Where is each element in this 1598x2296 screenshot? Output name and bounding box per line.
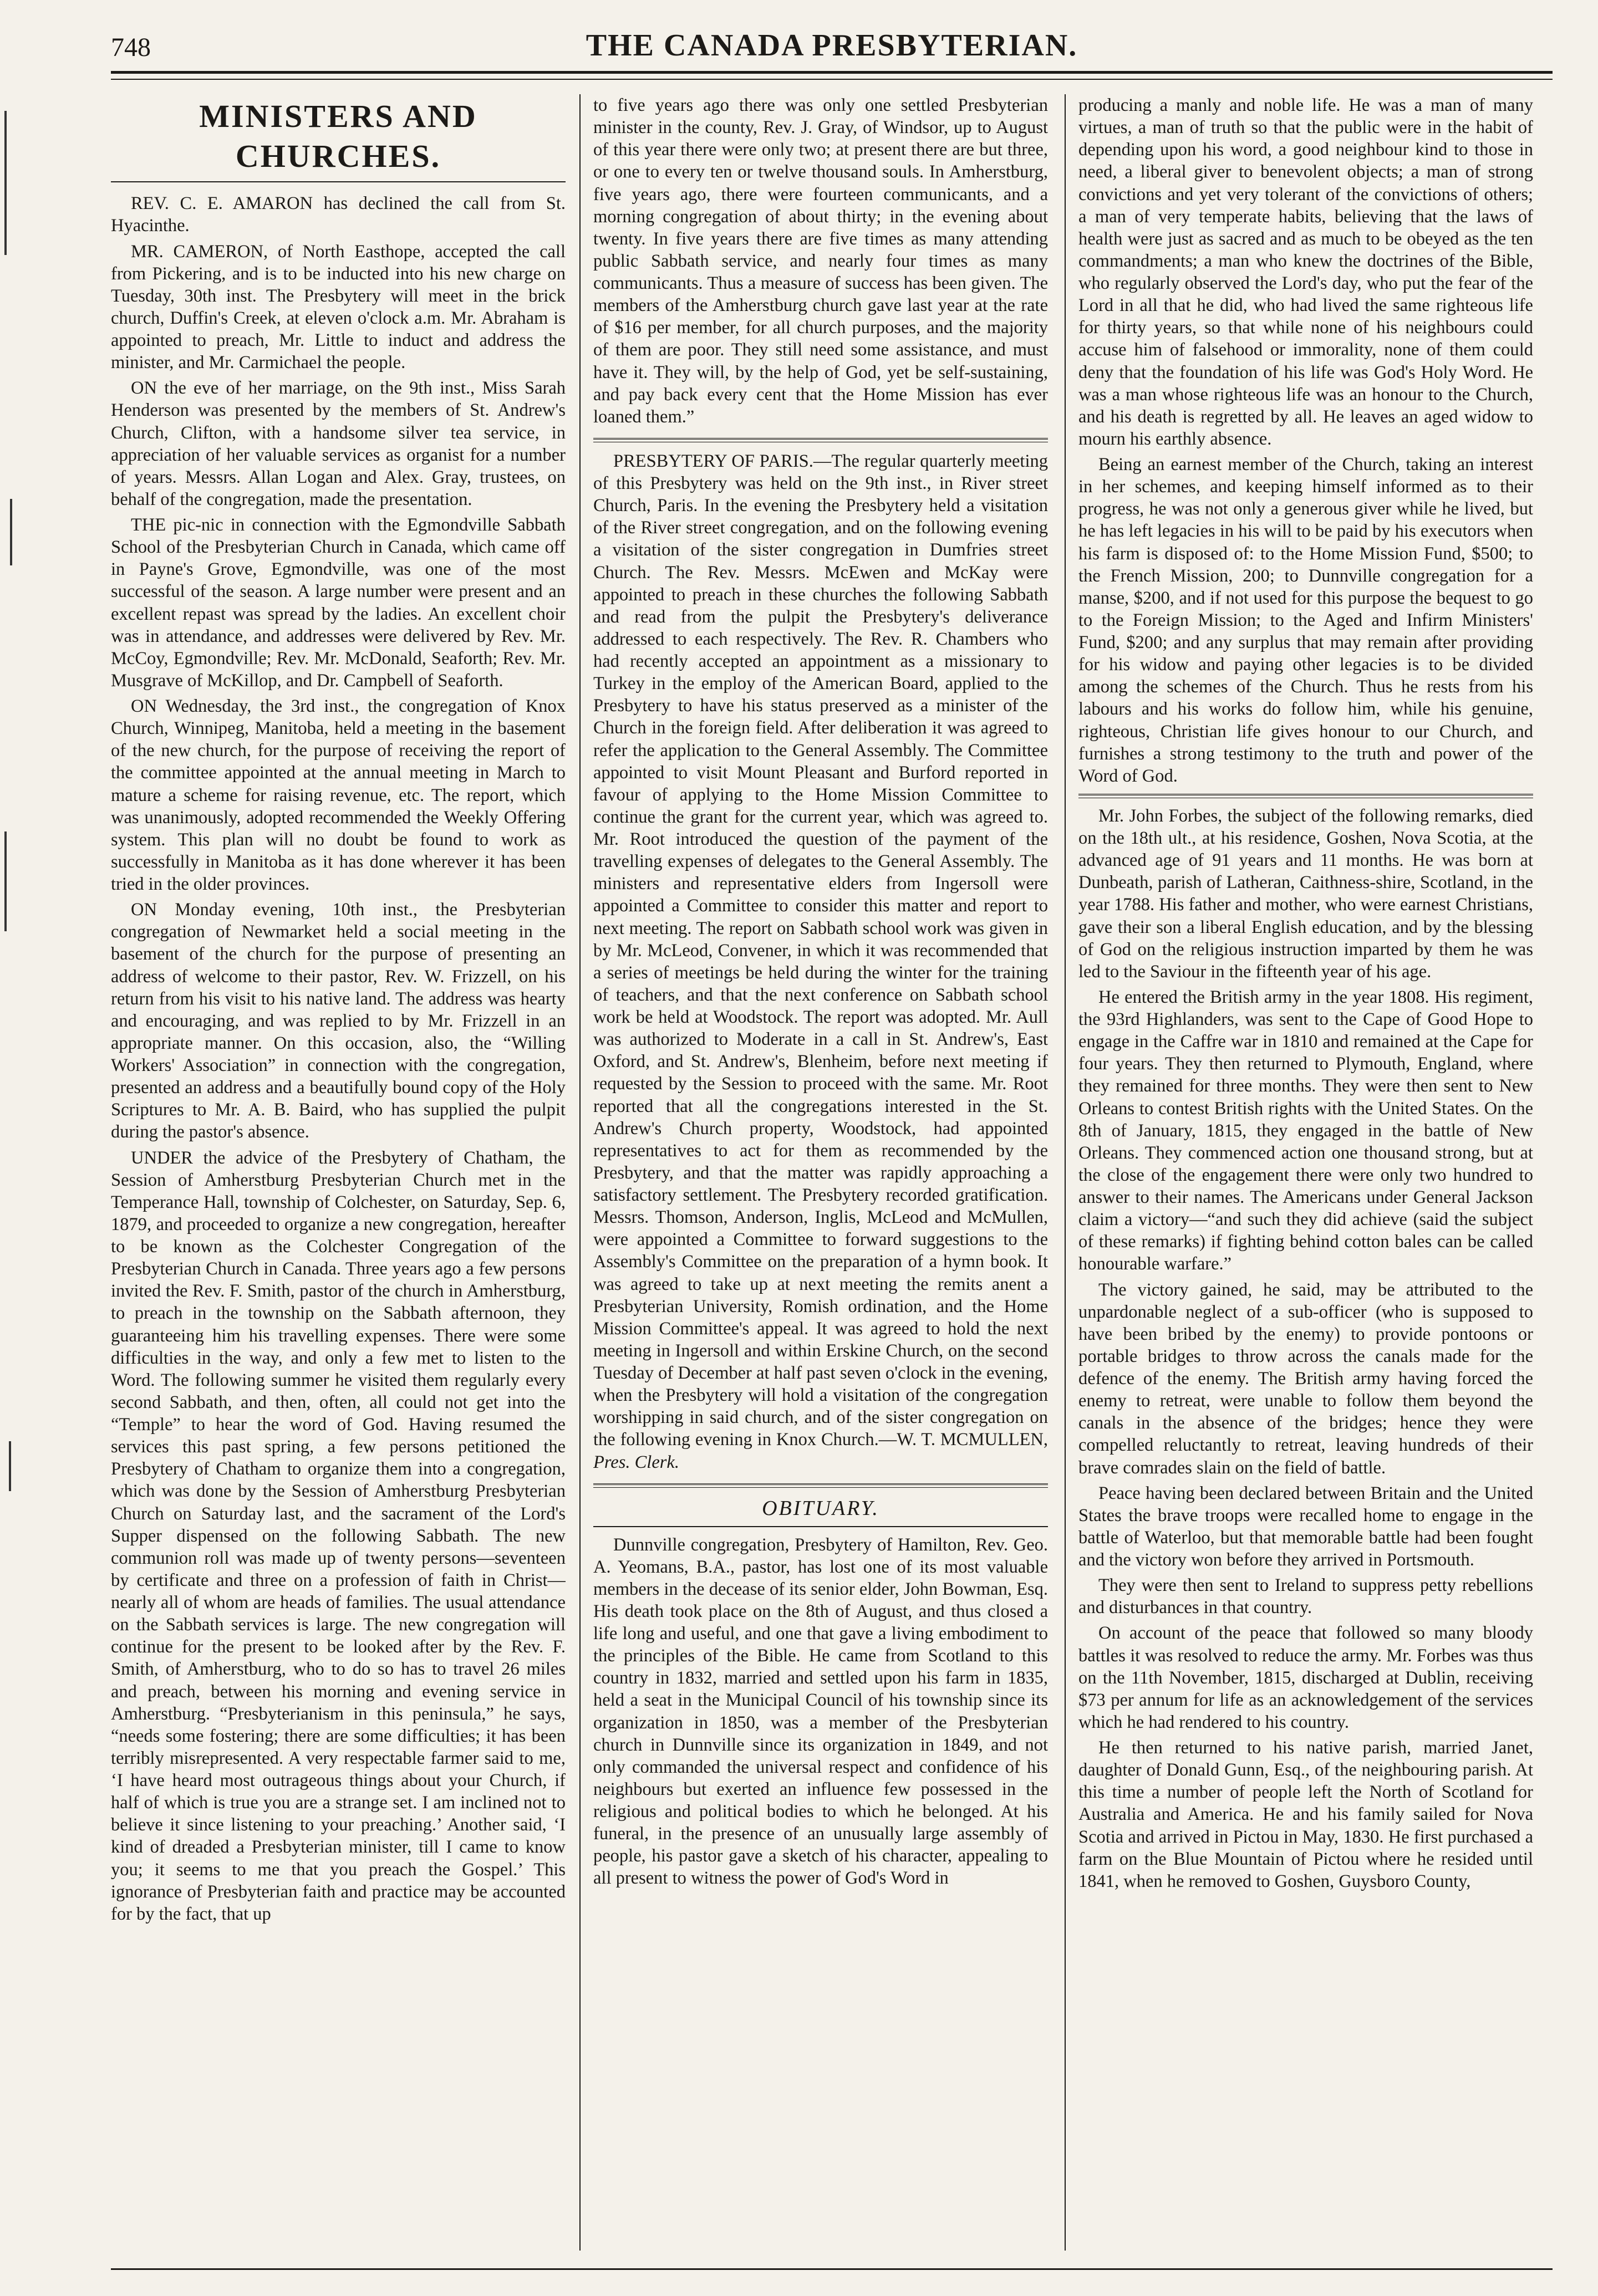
header-rule-thin: [111, 79, 1553, 80]
section-divider: [593, 1483, 1048, 1488]
column-2: [593, 94, 1048, 2251]
column-divider: [1065, 94, 1066, 2251]
news-paragraph: ON Wednesday, the 3rd inst., the congregation of Knox Church, Winnipeg, Manitoba, held a meeting in the basement of the new church, for the purpose of receiving the report of the committee appointed at the annual meeting in March to mature a scheme for raising revenue, etc. The report, which was unanimously, adopted recommended the Weekly Offering system. This plan will no doubt be found to work as successfully in Manitoba as it has done wherever it has been tried in the older provinces.: [111, 696, 566, 894]
section-divider: [593, 438, 1048, 442]
obituary-paragraph: On account of the peace that followed so many bloody battles it was resolved to reduce the army. Mr. Forbes was thus on the 11th November, 1815, discharged at Dublin, receiving $73 per annum for life as an acknowledgement of the services which he had rendered to his country.: [1078, 1623, 1533, 1732]
page-number: 748: [111, 33, 151, 62]
news-paragraph: ON Monday evening, 10th inst., the Presbyterian congregation of Newmarket held a social meeting in the basement of the church for the purpose of presenting an address of welcome to their pastor, Rev. W. Frizzell, on his return from his visit to his native land. The address was hearty and encouraging, and was replied to by Mr. Frizzell in an appropriate manner. On this occasion, also, the “Willing Workers' Association” in connection with the congregation, presented an address and a beautifully bound copy of the Holy Scriptures to Mr. A. B. Baird, who has supplied the pulpit during the pastor's absence.: [111, 900, 566, 1142]
column-divider: [579, 94, 581, 2251]
section-divider: [1078, 794, 1533, 798]
obituary-paragraph: They were then sent to Ireland to suppress petty rebellions and disturbances in that country.: [1078, 1575, 1533, 1618]
news-paragraph: UNDER the advice of the Presbytery of Chatham, the Session of Amherstburg Presbyterian Church met in the Temperance Hall, township of Colchester, on Saturday, Sep. 6, 1879, and proceeded to organize a new congregation, hereafter to be known as the Colchester Congregation of the Presbyterian Church in Canada. Three years ago a few persons invited the Rev. F. Smith, pastor of the church in Amherstburg, to preach in the township on the Sabbath afternoon, they guaranteeing him his travelling expenses. There were some difficulties in the way, and only a few met to listen to the Word. The following summer he visited them regularly every second Sabbath, and then, often, all could not get into the “Temple” to hear the word of God. Having resumed the services this past spring, a few persons petitioned the Presbytery of Chatham to organize them into a congregation, which was done by the Session of Amherstburg Presbyterian Church on Saturday last, and the sacrament of the Lord's Supper dispensed on the following Sabbath. The new communion roll was made up of twenty persons—seventeen by certificate and three on a profession of faith in Christ—nearly all of whom are heads of families. The usual attendance on the Sabbath services is large. The new congregation will continue for the present to be looked after by the Rev. F. Smith, of Amherstburg, who to do so has to travel 26 miles and preach, between his morning and evening service in Amherstburg. “Presbyterianism in this peninsula,” he says, “needs some fostering; there are some difficulties; it has been terribly misrepresented. A very respectable farmer said to me, ‘I have heard most outrageous things about your Church, if half of which is true you are a strange set. I am inclined not to believe it since listening to your preaching.’ Another said, ‘I kind of dreaded a Presbyterian minister, till I came to know you; it seems to me that you preach the Gospel.’ This ignorance of Presbyterian faith and practice may be accounted for by the fact, that up: [111, 1147, 566, 1924]
obituary-paragraph: Mr. John Forbes, the subject of the following remarks, died on the 18th ult., at his residence, Goshen, Nova Scotia, at the advanced age of 91 years and 11 months. He was born at Dunbeath, parish of Latheran, Caithness-shire, Scotland, in the year 1788. His father and mother, who were earnest Christians, gave their son a liberal English education, and by the blessing of God on the religious instruction imparted by them he was led to the Saviour in the fifteenth year of his age.: [1078, 805, 1533, 982]
obituary-paragraph: Peace having been declared between Britain and the United States the brave troops were recalled home to engage in the battle of Waterloo, but that memorable battle had been fought and the victory won before they arrived in Portsmouth.: [1078, 1483, 1533, 1570]
news-paragraph: THE pic-nic in connection with the Egmondville Sabbath School of the Presbyterian Church in Canada, which came off in Payne's Grove, Egmondville, was one of the most successful of the season. A large number were present and an excellent repast was spread by the ladies. An excellent choir was in attendance, and addresses were delivered by Rev. Mr. McCoy, Egmondville; Rev. Mr. McDonald, Seaforth; Rev. Mr. Musgrave of McKillop, and Dr. Campbell of Seaforth.: [111, 515, 566, 691]
obituary-paragraph: producing a manly and noble life. He was a man of many virtues, a man of truth so that the public were in the habit of depending upon his word, a good neighbour kind to those in need, a liberal giver to benevolent objects; a man of strong convictions and yet very tolerant of the convictions of others; a man of very temperate habits, believing that the laws of health were just as sacred and as much to be obeyed as the ten commandments; a man who knew the doctrines of the Bible, who regularly observed the Lord's day, who put the fear of the Lord in all that he did, who had lived the same righteous life for thirty years, so that while none of his neighbours could accuse him of falsehood or immorality, none of them could deny that the foundation of his life was God's Holy Word. He was a man whose righteous life was an honour to the Church, and his death is regretted by all. He leaves an aged widow to mourn his earthly absence.: [1078, 95, 1533, 449]
news-paragraph: ON the eve of her marriage, on the 9th inst., Miss Sarah Henderson was presented by the members of St. Andrew's Church, Clifton, with a handsome silver tea service, in appreciation of her valuable services as organist for a number of years. Messrs. Allan Logan and Alex. Gray, trustees, on behalf of the congregation, made the presentation.: [111, 378, 566, 509]
section-title: MINISTERS AND CHURCHES.: [111, 96, 566, 182]
signature: Pres. Clerk.: [593, 1452, 679, 1472]
news-paragraph: MR. CAMERON, of North Easthope, accepted the call from Pickering, and is to be inducted into his new charge on Tuesday, 30th inst. The Presbytery will meet in the brick church, Duffin's Creek, at eleven o'clock a.m. Mr. Abraham is appointed to preach, Mr. Little to induct and address the minister, and Mr. Carmichael the people.: [111, 241, 566, 373]
news-paragraph: to five years ago there was only one settled Presbyterian minister in the county, Rev. J. Gray, of Windsor, up to August of this year there were only two; at present there are but three, or one to every ten or twelve thousand souls. In Amherstburg, five years ago, there were fourteen communicants, and a morning congregation of about thirty; in the evening about twenty. In five years there are five times as many attending public Sabbath service, and nearly four times as many communicants. Thus a measure of success has been given. The members of the Amherstburg church gave last year at the rate of $16 per member, for all church purposes, and the majority of them are poor. They still need some assistance, and must have it. They will, by the help of God, yet be self-sustaining, and pay back every cent that the Home Mission has ever loaned them.”: [593, 95, 1048, 427]
obituary-paragraph: Being an earnest member of the Church, taking an interest in her schemes, and keeping himself informed as to their progress, he was not only a generous giver while he lived, but he has left legacies in his will to be paid by his executors when his farm is disposed of: to the Home Mission Fund, $500; to the French Mission, 200; to Dunnville congregation for a manse, $200, and if not used for this purpose the bequest to go to the Foreign Mission; to the Aged and Infirm Ministers' Fund, $200; and any surplus that may remain after providing for his widow and paying other legacies is to be divided among the schemes of the Church. Thus he rests from his labours and his works do follow him, while his genuine, righteous, Christian life gives honour to our Church, and furnishes a strong testimony to the truth and power of the Word of God.: [1078, 455, 1533, 786]
column-3: [1078, 94, 1533, 2251]
scan-edge-marks: [4, 111, 27, 2162]
header-rule: [111, 71, 1553, 74]
obituary-paragraph: Dunnville congregation, Presbytery of Hamilton, Rev. Geo. A. Yeomans, B.A., pastor, has lost one of its most valuable members in the decease of its senior elder, John Bowman, Esq. His death took place on the 8th of August, and thus closed a life long and useful, and one that gave a living embodiment to the principles of the Bible. He came from Scotland to this country in 1832, married and settled upon his farm in 1835, held a seat in the Municipal Council of his township since its organization in 1850, was a member of the Presbyterian church in Dunnville since its organization in 1849, and not only commanded the universal respect and confidence of his neighbours but exerted an influence few possessed in the religious and political bodies to which he belonged. At his funeral, in the presence of an unusually large assembly of people, his pastor gave a sketch of his character, appealing to all present to witness the power of God's Word in: [593, 1534, 1048, 1889]
presbytery-report-text: PRESBYTERY OF PARIS.—The regular quarterly meeting of this Presbytery was held on the 9th inst., in River street Church, Paris. In the evening the Presbytery held a visitation of the River street congregation, and on the following evening a visitation of the sister congregation in Dumfries street Church. The Rev. Messrs. McEwen and McKay were appointed to preach in these churches the following Sabbath and read from the pulpit the Presbytery's deliverance addressed to each respectively. The Rev. R. Chambers who had recently accepted an appointment as a missionary to Turkey in the employ of the American Board, applied to the Presbytery to have his status preserved as a minister of the Church in the foreign field. After deliberation it was agreed to refer the application to the General Assembly. The Committee appointed to visit Mount Pleasant and Burford reported in favour of applying to the Home Mission Committee to continue the grant for the current year, which was agreed to. Mr. Root introduced the question of the payment of the travelling expenses of delegates to the General Assembly. The ministers and representative elders from Ingersoll were appointed a Committee to consider this matter and report to next meeting. The report on Sabbath school work was given in by Mr. McLeod, Convener, in which it was recommended that a series of meetings be held during the winter for the training of teachers, and that the next conference on Sabbath school work be held at Woodstock. The report was adopted. Mr. Aull was authorized to Moderate in a call in St. Andrew's, East Oxford, and St. Andrew's, Blenheim, before next meeting if requested by the Session to proceed with the same. Mr. Root reported that all the congregations interested in the St. Andrew's Church property, Woodstock, had appointed representatives to act for them as recommended by the Presbytery, and that the matter was rapidly approaching a satisfactory settlement. The Presbytery recorded gratification. Messrs. Thomson, Anderson, Inglis, McLeod and McMullen, were appointed a Committee to forward suggestions to the Assembly's Committee on the preparation of a hymn book. It was agreed to take up at next meeting the remits anent a Presbyterian University, Romish ordination, and the Home Mission Committee's appeal. It was agreed to hold the next meeting in Ingersoll and within Erskine Church, on the second Tuesday of December at half past seven o'clock in the evening, when the Presbytery will hold a visitation of the congregation worshipping in said church, and of the sister congregation on the following evening in Knox Church.—W. T. MCMULLEN,: [593, 451, 1048, 1450]
column-1: [111, 94, 566, 2251]
footer-rule: [111, 2268, 1553, 2270]
page-header: [111, 22, 1553, 78]
obituary-paragraph: He then returned to his native parish, married Janet, daughter of Donald Gunn, Esq., of the neighbouring parish. At this time a number of people left the North of Scotland for Australia and America. He and his family sailed for Nova Scotia and arrived in Pictou in May, 1830. He first purchased a farm on the Blue Mountain of Pictou where he resided until 1841, when he removed to Goshen, Guysboro County,: [1078, 1738, 1533, 1891]
masthead: THE CANADA PRESBYTERIAN.: [586, 28, 1078, 63]
obituary-paragraph: The victory gained, he said, may be attributed to the unpardonable neglect of a sub-officer (who is supposed to have been bribed by the enemy) to provide pontoons or portable bridges to throw across the canals made for the defence of the enemy. The British army having forced the enemy to retreat, were unable to follow them beyond the canals in the absence of the bridges; hence they were compelled reluctantly to retreat, leaving hundreds of their brave comrades slain on the field of battle.: [1078, 1279, 1533, 1478]
presbytery-report: [593, 450, 1048, 1473]
obituary-title: OBITUARY.: [593, 1496, 1048, 1527]
news-paragraph: REV. C. E. AMARON has declined the call from St. Hyacinthe.: [111, 193, 566, 236]
obituary-paragraph: He entered the British army in the year 1808. His regiment, the 93rd Highlanders, was sent to the Cape of Good Hope to engage in the Caffre war in 1810 and remained at the Cape for four years. They then returned to Plymouth, England, where they remained for three months. They were then sent to New Orleans to contest British rights with the United States. On the 8th of January, 1815, they engaged in the battle of New Orleans. They commenced action one thousand strong, but at the close of the engagement there were only two hundred to answer to their names. The Americans under General Jackson claim a victory—“and such they did achieve (said the subject of these remarks) if fighting behind cotton bales can be called honourable warfare.”: [1078, 987, 1533, 1274]
